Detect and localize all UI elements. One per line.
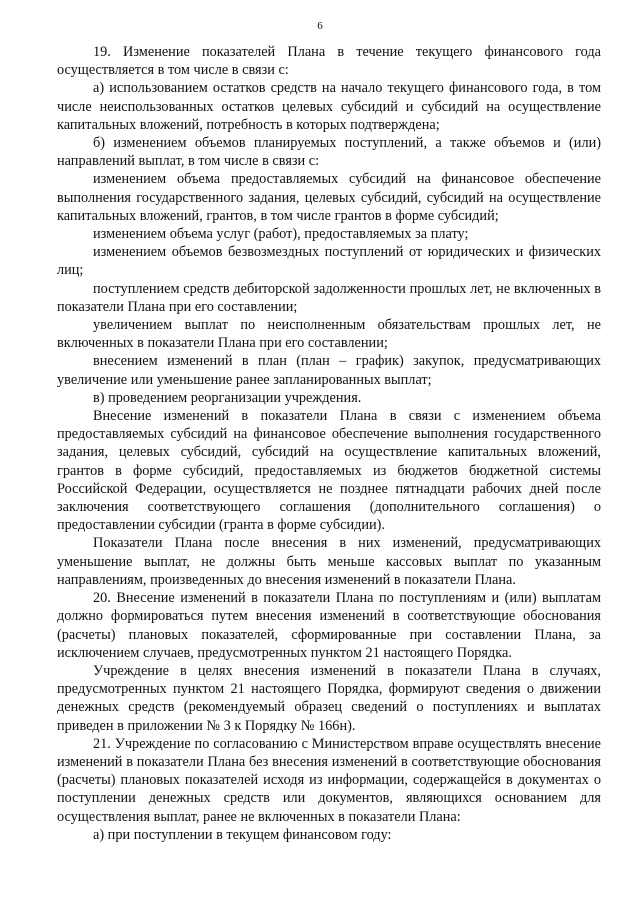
paragraph-21: 21. Учреждение по согласованию с Министерством вправе осуществлять внесение изменений в показатели Плана без внесения изменений в соответствующие обоснования (расчеты) плановых показателей исходя из информации, содержащейся в документах о поступлении денежных средств или документов, являющихся основанием для осуществления выплат, ранее не включенных в показатели Плана: (57, 735, 601, 825)
paragraph-text: Учреждение в целях внесения изменений в показатели Плана в случаях, предусмотренных пунктом 21 настоящего Порядка, формируют сведения о движении денежных средств (рекомендуемый образец сведений о поступлениях и выплатах приведен в приложении № 3 к Порядку № 166н). (57, 662, 601, 734)
list-item: внесением изменений в план (план – график) закупок, предусматривающих увеличение или уменьшение ранее запланированных выплат; (57, 353, 601, 388)
list-item: изменением объемов безвозмездных поступлений от юридических и физических лиц; (57, 244, 601, 279)
paragraph-19: 19. Изменение показателей Плана в течение текущего финансового года осуществляется в том числе в связи с: (57, 44, 601, 79)
paragraph-21a: а) при поступлении в текущем финансовом году: (93, 826, 392, 843)
paragraph-text: Показатели Плана после внесения в них изменений, предусматривающих уменьшение выплат, не должны быть меньше кассовых выплат по указанным направлениям, произведенных до внесения изменений в показатели Плана. (57, 535, 601, 588)
paragraph-19a: а) использованием остатков средств на начало текущего финансового года, в том числе неиспользованных остатков целевых субсидий и субсидий на осуществление капитальных вложений, потребность в которых подтверждена; (57, 80, 601, 133)
page-number: 6 (317, 20, 323, 32)
paragraph-text: Внесение изменений в показатели Плана в связи с изменением объема предоставляемых субсидий на финансовое обеспечение выполнения государственного задания, целевых субсидий, субсидий на осуществление капитальных вложений, грантов в форме субсидий, предоставляемых из бюджетов бюджетной системы Российской Федерации, осуществляется не позднее пятнадцати рабочих дней после заключения соответствующего соглашения (дополнительного соглашения) о предоставлении субсидии (гранта в форме субсидии). (57, 408, 601, 534)
paragraph-20: 20. Внесение изменений в показатели Плана по поступлениям и (или) выплатам должно формироваться путем внесения изменений в соответствующие обоснования (расчеты) плановых показателей, сформированные при составлении Плана, за исключением случаев, предусмотренных пунктом 21 настоящего Порядка. (57, 590, 601, 661)
document-body (57, 43, 601, 844)
list-item: увеличением выплат по неисполненным обязательствам прошлых лет, не включенных в показатели Плана при его составлении; (57, 317, 601, 352)
list-item: поступлением средств дебиторской задолженности прошлых лет, не включенных в показатели Плана при его составлении; (57, 280, 601, 315)
paragraph-19v: в) проведением реорганизации учреждения. (93, 389, 362, 406)
paragraph-19b: б) изменением объемов планируемых поступлений, а также объемов и (или) направлений выплат, в том числе в связи с: (57, 135, 601, 170)
list-item: изменением объема услуг (работ), предоставляемых за плату; (93, 226, 469, 243)
list-item: изменением объема предоставляемых субсидий на финансовое обеспечение выполнения государственного задания, целевых субсидий, субсидий на осуществление капитальных вложений, грантов, в том числе грантов в форме субсидий; (57, 171, 601, 224)
